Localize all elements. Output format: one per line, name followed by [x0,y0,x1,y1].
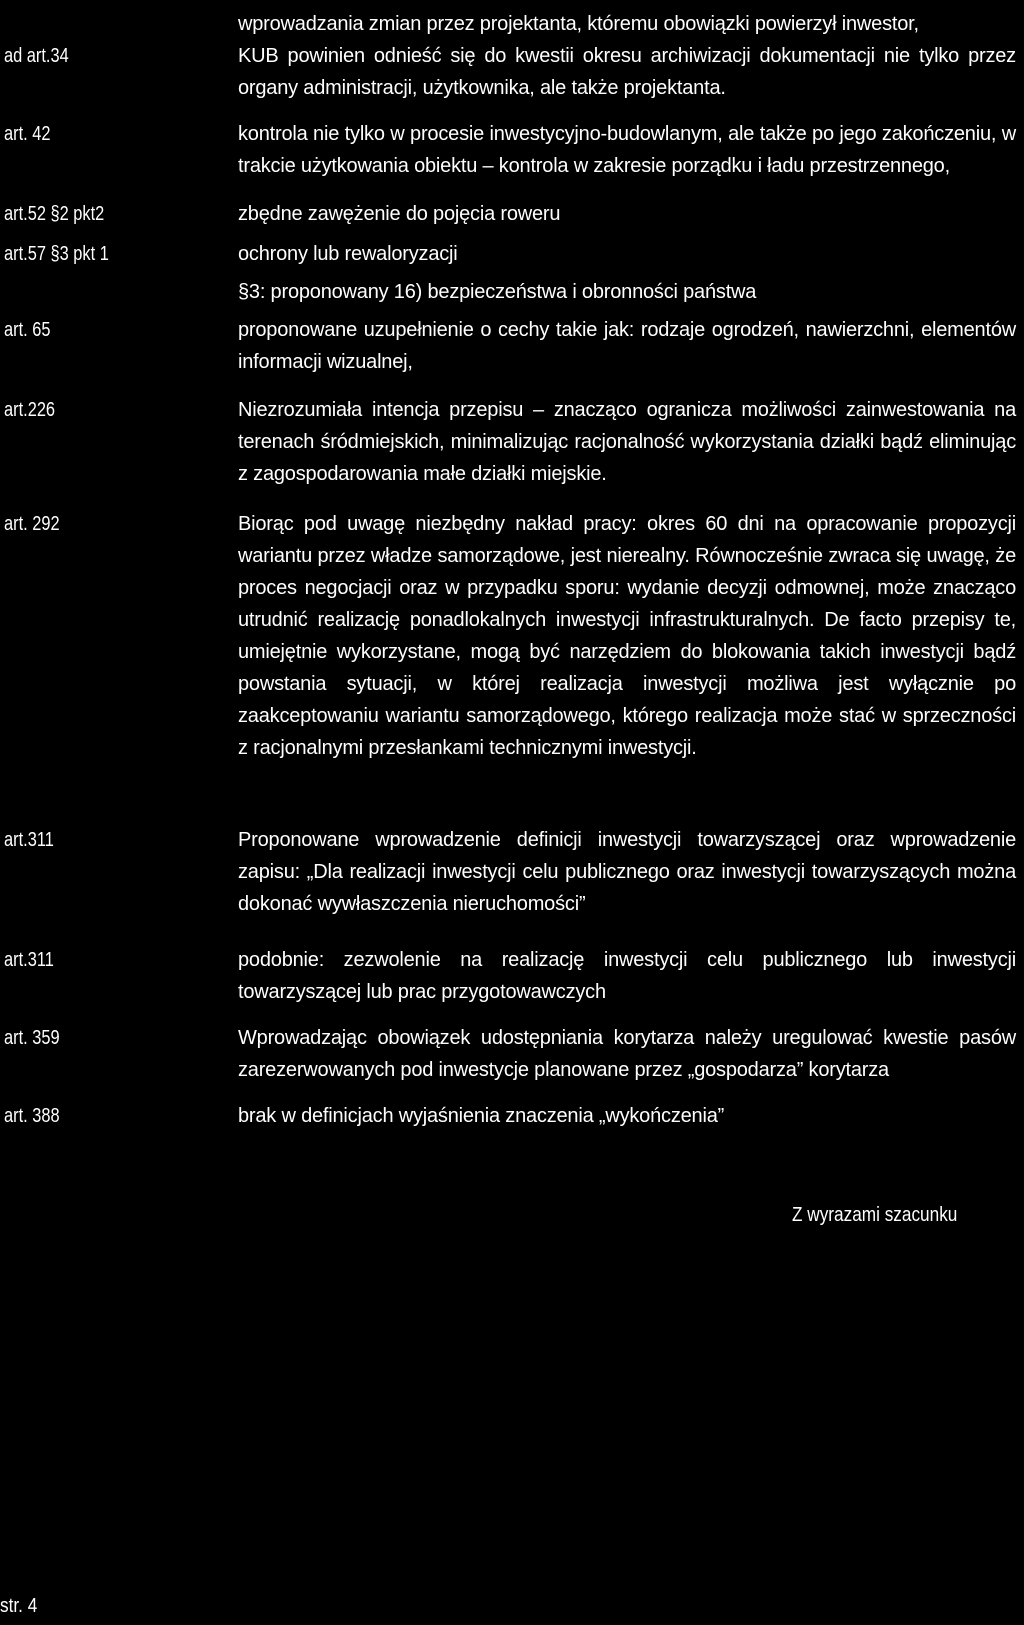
intro-line: wprowadzania zmian przez projektanta, któremu obowiązki powierzył inwestor, [238,13,919,35]
entry-ref: ad art.34 [4,45,69,67]
entry-text: brak w definicjach wyjaśnienia znaczenia „wykończenia” [238,1105,725,1127]
entry-text: §3: proponowany 16) bezpieczeństwa i obronności państwa [238,281,757,303]
entry-ref: art. 65 [4,319,51,341]
entry-text: podobnie: zezwolenie na realizację inwestycji celu publicznego lub inwestycji towarzyszącej lub prac przygotowawczych [238,949,1016,1003]
entry-ref: art.311 [4,829,54,851]
entry-text: KUB powinien odnieść się do kwestii okresu archiwizacji dokumentacji nie tylko przez organy administracji, użytkownika, ale także projektanta. [238,45,1016,99]
entry-text: Biorąc pod uwagę niezbędny nakład pracy: okres 60 dni na opracowanie propozycji wariantu przez władze samorządowe, jest nierealny. Równocześnie zwraca się uwagę, że proces negocjacji oraz w przypadku sporu: wydanie decyzji odmownej, może znacząco utrudnić realizację ponadlokalnych inwestycji infrastrukturalnych. De facto przepisy te, umiejętnie wykorzystane, mogą być narzędziem do blokowania takich inwestycji bądź powstania sytuacji, w której realizacja inwestycji możliwa jest wyłącznie po zaakceptowaniu wariantu samorządowego, którego realizacja może stać w sprzeczności z racjonalnymi przesłankami technicznymi inwestycji. [238,513,1016,759]
entry-text: Wprowadzając obowiązek udostępniania korytarza należy uregulować kwestie pasów zarezerwowanych pod inwestycje planowane przez „gospodarza” korytarza [238,1027,1016,1081]
entry-text: zbędne zawężenie do pojęcia roweru [238,203,561,225]
entry-text: proponowane uzupełnienie o cechy takie jak: rodzaje ogrodzeń, nawierzchni, elementów informacji wizualnej, [238,319,1016,373]
entry-text: kontrola nie tylko w procesie inwestycyjno-budowlanym, ale także po jego zakończeniu, w trakcie użytkowania obiektu – kontrola w zakresie porządku i ładu przestrzennego, [238,123,1016,177]
entry-text: Proponowane wprowadzenie definicji inwestycji towarzyszącej oraz wprowadzenie zapisu: „Dla realizacji inwestycji celu publicznego oraz inwestycji towarzyszących można dokonać wywłaszczenia nieruchomości” [238,829,1016,915]
entry-ref: art. 388 [4,1105,60,1127]
entry-text: Niezrozumiała intencja przepisu – znacząco ogranicza możliwości zainwestowania na terenach śródmiejskich, minimalizując racjonalność wykorzystania działki bądź eliminując z zagospodarowania małe działki miejskie. [238,399,1016,485]
entry-text: ochrony lub rewaloryzacji [238,243,458,265]
closing-salutation: Z wyrazami szacunku [792,1204,958,1226]
entry-ref: art.52 §2 pkt2 [4,203,105,225]
page-number: str. 4 [0,1595,38,1617]
entry-ref: art. 42 [4,123,51,145]
entry-ref: art. 292 [4,513,60,535]
entry-ref: art.311 [4,949,54,971]
entry-ref: art.57 §3 pkt 1 [4,243,109,265]
entry-ref: art. 359 [4,1027,60,1049]
entry-ref: art.226 [4,399,56,421]
